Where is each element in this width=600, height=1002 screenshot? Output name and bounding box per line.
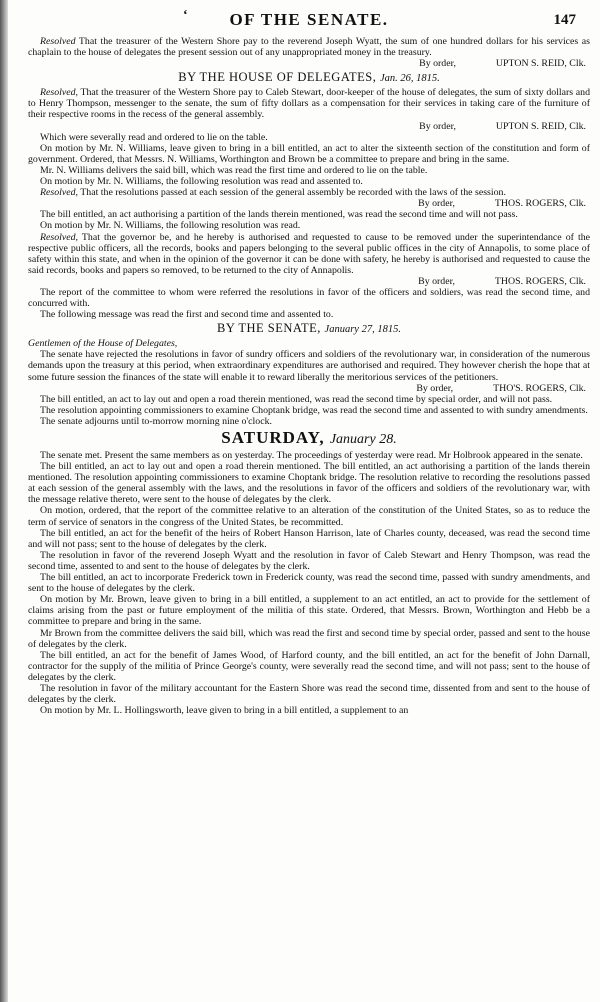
paragraph-text: The senate adjourns until to-morrow morning nine o'clock.: [40, 415, 272, 427]
heading-date: January 28.: [329, 432, 397, 447]
heading-date: Jan. 26, 1815.: [379, 73, 440, 85]
paragraph: [28, 287, 590, 309]
paragraph: [28, 309, 590, 320]
paragraph-text: The bill entitled, an act to lay out and open a road therein mentioned. The bill entitled, an act authorising a partition of the lands therein mentioned. The resolution appointing commissioners to examine Choptank bridge. The resolution relative to recording the resolutions passed at each session of the general assembly with the laws, and the resolutions in favor of the officers and soldiers of the revolutionary war, with the message relative thereto, were sent to the house of delegates by the clerk.: [28, 461, 590, 506]
salutation: Gentlemen of the House of Delegates,: [28, 338, 178, 350]
signature-order: By order,: [419, 120, 456, 132]
paragraph: [28, 209, 590, 220]
paragraph-text: That the resolutions passed at each session of the general assembly be recorded with the laws of the session.: [78, 187, 506, 199]
paragraph-text: The resolution appointing commissioners to examine Choptank bridge, was read the second time and assented to with sundry amendments.: [40, 404, 588, 416]
paragraph: [28, 405, 590, 416]
paragraph: [28, 594, 590, 627]
signature-line: [28, 198, 590, 209]
paragraph: [28, 461, 590, 505]
paragraph: [28, 628, 590, 650]
heading-text: BY THE SENATE,: [217, 321, 325, 336]
paragraph: [28, 528, 590, 550]
page-number: 147: [553, 12, 576, 28]
paragraph-text: Mr Brown from the committee delivers the said bill, which was read the first and second time by special order, passed and sent to the house of delegates by the clerk.: [28, 627, 590, 650]
paragraph-text: That the treasurer of the Western Shore pay to Caleb Stewart, door-keeper of the house of delegates, the sum of sixty dollars and to Henry Thompson, messenger to the senate, the sum of fifty dollars as a compensation for their services in taking care of the furniture of their respective rooms in the recess of the general assembly.: [28, 87, 590, 121]
section-heading: [28, 321, 590, 337]
signature-line: [28, 121, 590, 132]
heading-text: BY THE HOUSE OF DELEGATES,: [178, 70, 380, 85]
signature-clerk: THO'S. ROGERS, Clk.: [493, 382, 586, 394]
paragraph: [28, 450, 590, 461]
paragraph: [28, 232, 590, 276]
paragraph: [28, 416, 590, 427]
signature-order: By order,: [418, 275, 455, 287]
paragraph-text: On motion, ordered, that the report of the committee relative to an alteration of the constitution of the United States, so as to reduce the term of service of senators in the congress of the United States, be recommitted.: [28, 505, 590, 528]
paragraph-text: The resolution in favor of the reverend Joseph Wyatt and the resolution in favor of Caleb Stewart and Henry Thompson, was read the second time, assented to and sent to the house of delegates by the clerk.: [28, 549, 590, 572]
signature-clerk: UPTON S. REID, Clk.: [495, 120, 586, 132]
paragraph-text: The resolution in favor of the military accountant for the Eastern Shore was read the second time, dissented from and sent to the house of delegates by the clerk.: [28, 682, 590, 706]
signature-line: [28, 276, 590, 287]
signature-order: By order,: [416, 382, 454, 394]
section-heading: [28, 70, 590, 86]
paragraph-text: On motion by Mr. Brown, leave given to bring in a bill entitled, a supplement to an act entitled, an act to provide for the settlement of claims arising from the past or future employment of the militia of this state. Ordered, that Messrs. Brown, Worthington and Hebb be a committee to prepare and bring in the same.: [28, 594, 590, 628]
paragraph-text: The bill entitled, an act to incorporate Frederick town in Frederick county, was read the second time, passed with sundry amendments, and sent to the house of delegates by the clerk.: [28, 572, 590, 595]
heading-date: January 27, 1815.: [324, 324, 401, 336]
running-head: [28, 6, 590, 36]
paragraph-text: The senate have rejected the resolutions in favor of sundry officers and soldiers of the revolutionary war, in consideration of the numerous demands upon the treasury at this period, when extraordinary expenditures are authorised and required. They however cherish the hope that at some future session the finances of the state will enable it to reward liberally the meritorious services of the petitioners.: [28, 349, 590, 383]
paragraph-text: Which were severally read and ordered to lie on the table.: [40, 131, 268, 143]
paragraph-text: The following message was read the first and second time and assented to.: [40, 309, 334, 321]
heading-text: SATURDAY,: [221, 428, 330, 447]
document-body: [28, 36, 590, 716]
paragraph-text: That the treasurer of the Western Shore pay to the reverend Joseph Wyatt, the sum of one hundred dollars for his services as chaplain to the house of delegates the present session out of any unappropriated money in the treasury.: [28, 36, 590, 59]
signature-line: [28, 383, 590, 394]
paragraph: [28, 394, 590, 405]
paragraph: [28, 705, 590, 716]
paragraph-text: The report of the committee to whom were referred the resolutions in favor of the officers and soldiers, was read the second time, and concurred with.: [28, 286, 590, 310]
paragraph: [28, 220, 590, 231]
signature-order: By order,: [418, 198, 455, 210]
signature-clerk: UPTON S. REID, Clk.: [495, 58, 586, 70]
signature-order: By order,: [419, 58, 456, 70]
signature-clerk: THOS. ROGERS, Clk.: [494, 275, 586, 287]
paragraph: [28, 143, 590, 165]
resolution-lead: Resolved,: [40, 231, 78, 243]
paragraph: [28, 505, 590, 527]
paragraph: [28, 683, 590, 705]
paragraph: [28, 165, 590, 176]
paragraph-text: On motion by Mr. L. Hollingsworth, leave given to bring in a bill entitled, a supplement to an: [40, 705, 409, 717]
paragraph-text: That the governor be, and he hereby is authorised and requested to cause to be removed under the superintendance of the respective public officers, all the records, books and papers belonging to the several public offices in the city of Annapolis, to some place of safety within this state, and when in the opinion of the governor it can be done with safety, he hereby is authorised and requested to cause the said records, books and papers so removed, to be returned to the city of Annapolis.: [28, 231, 590, 276]
paragraph: [28, 187, 590, 198]
paragraph-text: The senate met. Present the same members as on yesterday. The proceedings of yesterday were read. Mr Holbrook appeared in the senate.: [40, 450, 583, 461]
paragraph-text: The bill entitled, an act authorising a partition of the lands therein mentioned, was read the second time and will not pass.: [40, 209, 518, 221]
day-heading: [28, 428, 590, 449]
paragraph: [28, 550, 590, 572]
signature-line: [28, 58, 590, 69]
paragraph: [28, 132, 590, 143]
paragraph: [28, 650, 590, 683]
signature-clerk: THOS. ROGERS, Clk.: [494, 198, 586, 210]
paragraph-text: The bill entitled, an act to lay out and open a road therein mentioned, was read the second time by special order, and will not pass.: [40, 393, 553, 405]
paragraph: [28, 87, 590, 120]
paragraph-text: The bill entitled, an act for the benefit of the heirs of Robert Hanson Harrison, late of Charles county, deceased, was read the second time and will not pass; sent to the house of delegates by the clerk.: [28, 527, 590, 550]
paragraph-text: The bill entitled, an act for the benefit of James Wood, of Harford county, and the bill entitled, an act for the benefit of John Darnall, contractor for the supply of the militia of Prince George's county, were severally read the second time, and will not pass; sent to the house of delegates by the clerk.: [28, 649, 590, 683]
resolution-lead: Resolved: [40, 36, 76, 47]
paragraph: [28, 349, 590, 382]
printer-mark: ‘: [183, 8, 188, 23]
paragraph-text: On motion by Mr. N. Williams, the following resolution was read.: [40, 220, 301, 232]
page-title: OF THE SENATE.: [229, 10, 389, 29]
paragraph: [28, 176, 590, 187]
paragraph: [28, 36, 590, 58]
paragraph-text: On motion by Mr. N. Williams, leave given to bring in a bill entitled, an act to alter the sixteenth section of the constitution and form of government. Ordered, that Messrs. N. Williams, Worthington and Brown be a committee to prepare and bring in the same.: [28, 142, 590, 165]
resolution-lead: Resolved,: [40, 87, 78, 99]
resolution-lead: Resolved,: [40, 187, 78, 199]
paragraph: [28, 572, 590, 594]
paragraph-text: Mr. N. Williams delivers the said bill, which was read the first time and ordered to lie on the table.: [40, 164, 428, 176]
paragraph-text: On motion by Mr. N. Williams, the following resolution was read and assented to.: [40, 176, 363, 188]
